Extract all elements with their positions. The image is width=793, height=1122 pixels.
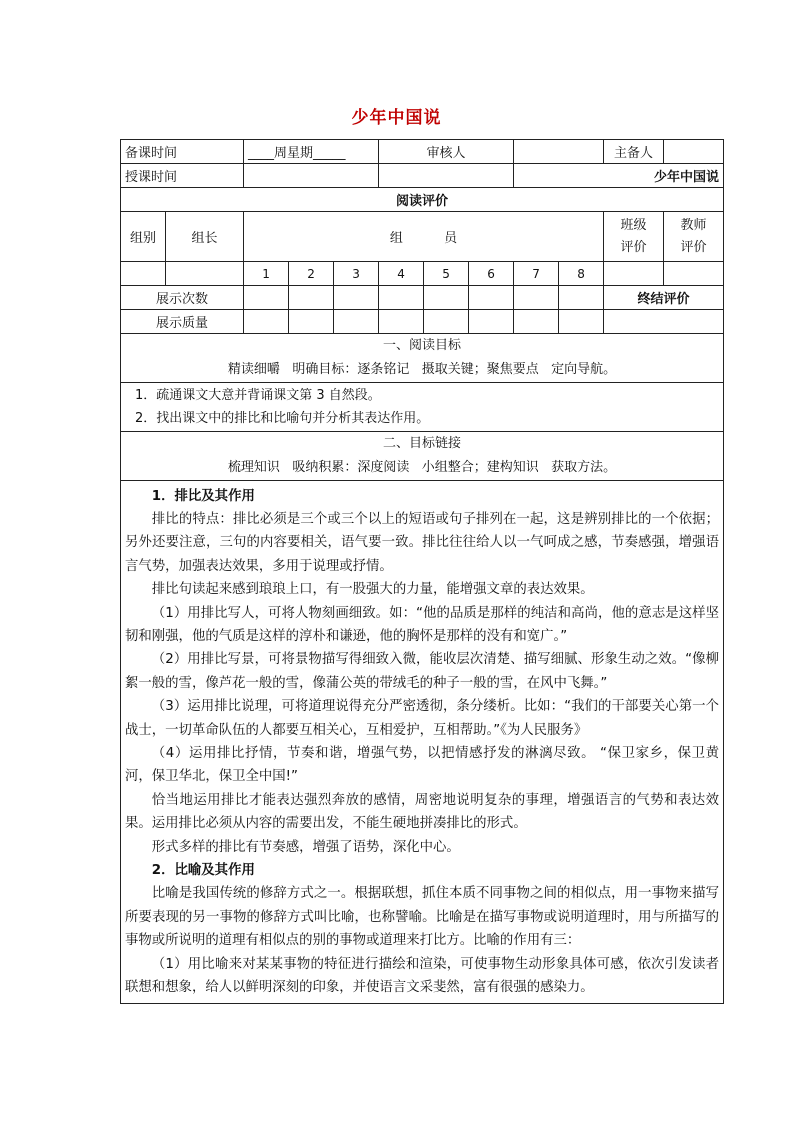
paragraph: 形式多样的排比有节奏感，增强了语势，深化中心。 <box>151 839 460 855</box>
header-row-prep <box>121 140 724 164</box>
lesson-title: 少年中国说 <box>514 164 724 188</box>
member-number-row <box>121 262 724 286</box>
reviewer-label: 审核人 <box>379 140 514 164</box>
goals-list <box>121 383 724 432</box>
content-body <box>121 481 724 1004</box>
score-cell <box>469 310 514 334</box>
main-preparer-value <box>664 140 724 164</box>
score-cell <box>424 310 469 334</box>
member-number: 2 <box>289 262 334 286</box>
class-time-extra <box>379 164 514 188</box>
score-cell <box>289 310 334 334</box>
member-number: 8 <box>559 262 604 286</box>
final-eval-value <box>604 310 724 334</box>
evaluation-heading: 阅读评价 <box>121 188 724 212</box>
section1-heading: 一、阅读目标 <box>383 338 462 353</box>
prep-time-value: ____周星期_____ <box>244 140 379 164</box>
member-number: 4 <box>379 262 424 286</box>
class-eval-label-line1: 班级 <box>620 217 647 233</box>
score-cell <box>289 286 334 310</box>
blank-cell <box>664 262 724 286</box>
prep-time-label: 备课时间 <box>121 140 244 164</box>
section-heading-metaphor: 2．比喻及其作用 <box>151 863 255 879</box>
class-eval-label-line2: 评价 <box>620 239 647 255</box>
score-cell <box>559 310 604 334</box>
content-row <box>121 481 724 1004</box>
score-cell <box>244 310 289 334</box>
paragraph: （4）运用排比抒情，节奏和谐，增强气势，以把情感抒发的淋漓尽致。 “保卫家乡，保卫黄河，保卫华北，保卫全中国!” <box>125 746 720 785</box>
score-cell <box>334 310 379 334</box>
member-number: 5 <box>424 262 469 286</box>
section2-heading-cell <box>121 432 724 481</box>
group-label: 组别 <box>121 212 166 262</box>
score-cell <box>334 286 379 310</box>
class-time-value <box>244 164 379 188</box>
teacher-eval-label-line1: 教师 <box>680 217 707 233</box>
show-count-row <box>121 286 724 310</box>
paragraph: 比喻是我国传统的修辞方式之一。根据联想，抓住本质不同事物之间的相似点，用一事物来描写所要表现的另一事物的修辞方式叫比喻，也称譬喻。比喻是在描写事物或说明道理时，用与所描写的事物或所说明的道理有相似点的别的事物或道理来打比方。比喻的作用有三： <box>125 886 720 949</box>
evaluation-heading-row <box>121 188 724 212</box>
reviewer-value <box>514 140 604 164</box>
page-title: 少年中国说 <box>351 108 442 128</box>
show-quality-label: 展示质量 <box>121 310 244 334</box>
member-number: 7 <box>514 262 559 286</box>
member-number: 1 <box>244 262 289 286</box>
score-cell <box>514 310 559 334</box>
score-cell <box>244 286 289 310</box>
section1-heading-cell <box>121 334 724 383</box>
paragraph: 恰当地运用排比才能表达强烈奔放的感情，周密地说明复杂的事理，增强语言的气势和表达效果。运用排比必须从内容的需要出发，不能生硬地拼凑排比的形式。 <box>125 792 720 832</box>
score-cell <box>559 286 604 310</box>
teacher-eval-label-line2: 评价 <box>680 239 707 255</box>
goal-item: 2．找出课文中的排比和比喻句并分析其表达作用。 <box>135 411 430 426</box>
paragraph: （1）用比喻来对某某事物的特征进行描绘和渲染，可使事物生动形象具体可感，依次引发读者联想和想象，给人以鲜明深刻的印象，并使语言文采斐然，富有很强的感染力。 <box>125 956 720 996</box>
goal-item: 1．疏通课文大意并背诵课文第 3 自然段。 <box>135 388 381 403</box>
lesson-plan-table <box>120 139 724 1004</box>
score-cell <box>514 286 559 310</box>
class-time-label: 授课时间 <box>121 164 244 188</box>
score-cell <box>424 286 469 310</box>
header-row-class <box>121 164 724 188</box>
show-count-label: 展示次数 <box>121 286 244 310</box>
section2-heading-row <box>121 432 724 481</box>
section1-goals-row <box>121 383 724 432</box>
paragraph: （3）运用排比说理，可将道理说得充分严密透彻，条分缕析。比如：“我们的干部要关心第一个战士，一切革命队伍的人都要互相关心，互相爱护，互相帮助。”《为人民服务》 <box>125 699 720 738</box>
member-number: 6 <box>469 262 514 286</box>
main-preparer-label: 主备人 <box>604 140 664 164</box>
score-cell <box>379 310 424 334</box>
paragraph: （2）用排比写景，可将景物描写得细致入微，能收层次清楚、描写细腻、形象生动之效。“像柳絮一般的雪，像芦花一般的雪，像蒲公英的带绒毛的种子一般的雪，在风中飞舞。” <box>125 652 720 691</box>
blank-cell <box>166 262 244 286</box>
blank-cell <box>604 262 664 286</box>
section-heading-parallelism: 1．排比及其作用 <box>151 488 255 504</box>
teacher-eval-label <box>664 212 724 262</box>
section1-heading-row <box>121 334 724 383</box>
group-header-row <box>121 212 724 262</box>
members-label: 组 员 <box>244 212 604 262</box>
score-cell <box>379 286 424 310</box>
member-number: 3 <box>334 262 379 286</box>
score-cell <box>469 286 514 310</box>
paragraph: 排比句读起来感到琅琅上口，有一股强大的力量，能增强文章的表达效果。 <box>151 582 594 598</box>
section2-subtitle: 梳理知识 吸纳积累：深度阅读 小组整合；建构知识 获取方法。 <box>227 460 617 475</box>
paragraph: 排比的特点：排比必须是三个或三个以上的短语或句子排列在一起，这是辨别排比的一个依据；另外还要注意，三句的内容要相关，语气要一致。排比往往给人以一气呵成之感，节奏感强，增强语言气势，加强表达效果，多用于说理或抒情。 <box>125 511 720 574</box>
class-eval-label <box>604 212 664 262</box>
section1-subtitle: 精读细嚼 明确目标：逐条铭记 摄取关键；聚焦要点 定向导航。 <box>227 362 617 377</box>
paragraph: （1）用排比写人，可将人物刻画细致。如：“他的品质是那样的纯洁和高尚，他的意志是这样坚韧和刚强，他的气质是这样的淳朴和谦逊，他的胸怀是那样的没有和宽广。” <box>125 605 720 644</box>
section2-heading: 二、目标链接 <box>383 436 462 451</box>
final-eval-label: 终结评价 <box>604 286 724 310</box>
show-quality-row <box>121 310 724 334</box>
leader-label: 组长 <box>166 212 244 262</box>
blank-cell <box>121 262 166 286</box>
